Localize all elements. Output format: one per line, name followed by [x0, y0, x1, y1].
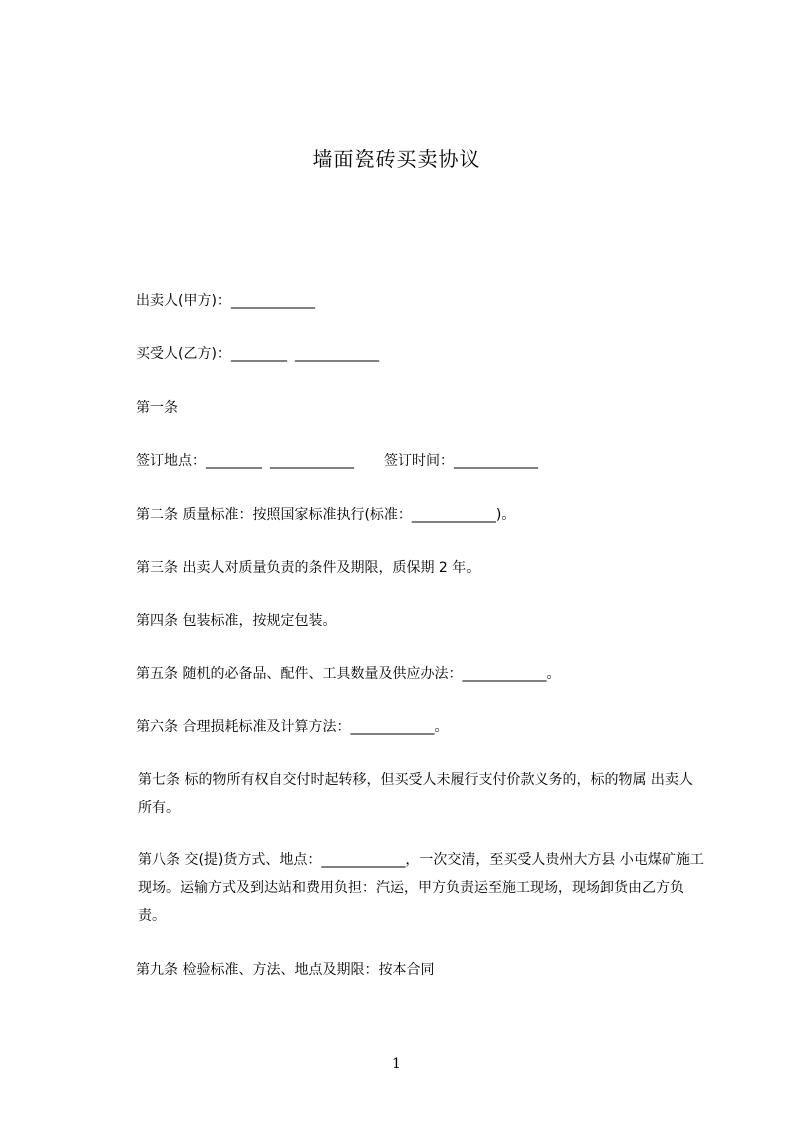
sign-place-blank-1: ________ — [206, 453, 262, 469]
sign-place-label: 签订地点： — [136, 453, 206, 469]
article-5: 第五条 随机的必备品、配件、工具数量及供应办法：____________。 — [136, 666, 561, 682]
article-8 — [104, 846, 704, 930]
buyer-label: 买受人(乙方)： — [136, 346, 231, 362]
article-8-text: 第八条 交(提)货方式、地点：____________，一次交清，至买受人贵州大方县 小屯煤矿施工现场。运输方式及到达站和费用负担：汽运，甲方负责运至施工现场，现场卸货由乙方负责。 — [138, 852, 704, 924]
article-1: 第一条 — [136, 400, 178, 416]
buyer-blank-2: ____________ — [294, 346, 379, 362]
article-9: 第九条 检验标准、方法、地点及期限：按本合同 — [136, 962, 435, 978]
article-2: 第二条 质量标准：按照国家标准执行(标准：____________)。 — [136, 507, 516, 523]
seller-label: 出卖人(甲方)： — [136, 293, 231, 309]
sign-place-blank-2: ____________ — [270, 453, 354, 469]
seller-line — [136, 291, 315, 311]
buyer-line — [136, 344, 379, 364]
sign-time-blank: ____________ — [454, 453, 538, 469]
document-title: 墙面瓷砖买卖协议 — [312, 147, 481, 171]
buyer-blank-1: ________ — [230, 346, 287, 362]
article-7 — [104, 766, 704, 822]
sign-line — [136, 451, 538, 471]
page-number: 1 — [392, 1056, 401, 1072]
article-6: 第六条 合理损耗标准及计算方法：____________。 — [136, 719, 449, 735]
article-4: 第四条 包装标准，按规定包装。 — [136, 613, 337, 629]
sign-time-label: 签订时间： — [384, 453, 454, 469]
seller-blank: ____________ — [230, 293, 315, 309]
article-3: 第三条 出卖人对质量负责的条件及期限，质保期 2 年。 — [136, 560, 481, 576]
article-7-text: 第七条 标的物所有权自交付时起转移，但买受人未履行支付价款义务的，标的物属 出卖人所有。 — [138, 772, 693, 816]
